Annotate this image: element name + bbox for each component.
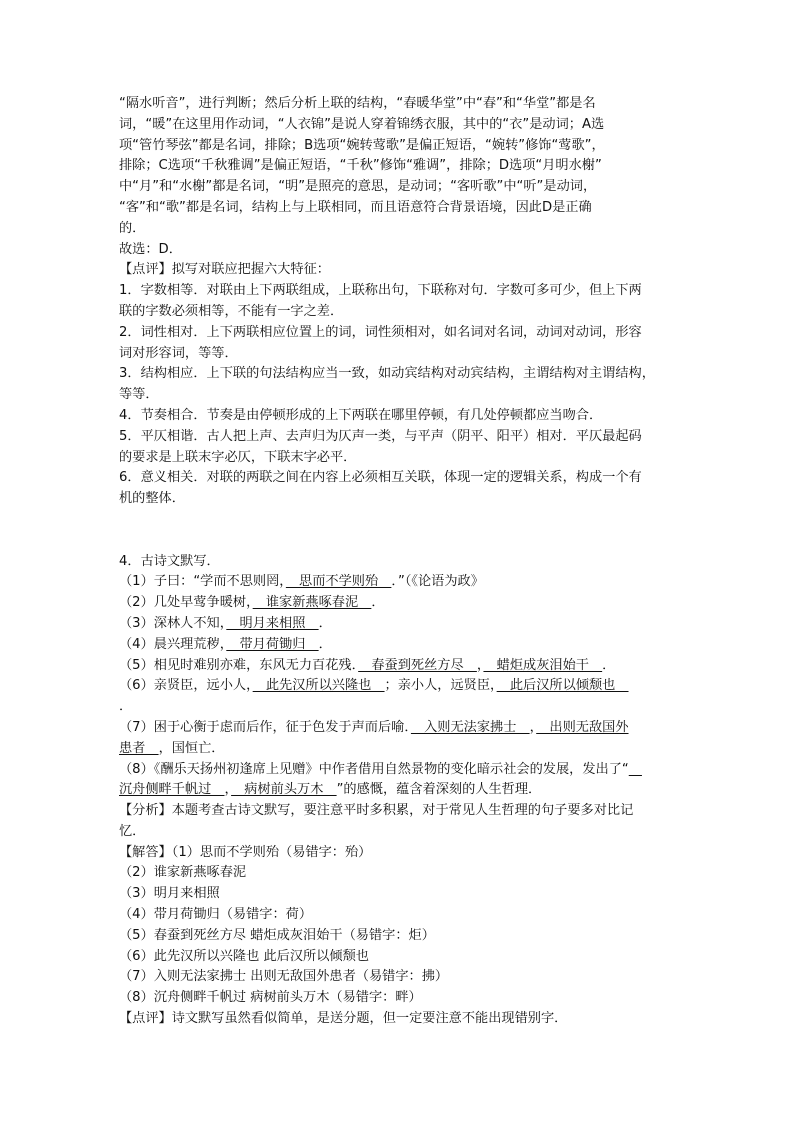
answer-blank: 此先汉所以兴隆也 <box>252 678 385 694</box>
item-text: ， <box>224 782 232 798</box>
text-line: （5）春蚕到死丝方尽 蜡炬成灰泪始干（易错字：炬） <box>119 927 435 943</box>
item-text: ， <box>476 657 484 673</box>
question-item <box>119 614 694 635</box>
item-text: ”的感慨，蕴含着深刻的人生哲理． <box>336 782 542 798</box>
question-item <box>119 760 694 781</box>
question-4-section <box>119 552 694 802</box>
answer-blank: 此后汉所以倾颓也 <box>496 678 629 694</box>
text-line: 忆． <box>119 823 146 839</box>
comment-heading: 【点评】拟写对联应把握六大特征： <box>119 262 330 278</box>
text-line: （7）入则无法家拂士 出则无敌国外患者（易错字：拂） <box>119 969 449 985</box>
text-line: （6）此先汉所以兴隆也 此后汉所以倾颓也 <box>119 948 369 964</box>
item-text: ， <box>529 719 537 735</box>
text-line: 词，“暖”在这里用作动词，“人衣锦”是说人穿着锦绣衣服，其中的“衣”是动词；A选 <box>119 116 605 132</box>
text-line: 6．意义相关．对联的两联之间在内容上必须相互关联，体现一定的逻辑关系，构成一个有 <box>119 470 642 486</box>
text-line: 项“管竹琴弦”都是名词，排除；B选项“婉转莺歌”是偏正短语，“婉转”修饰“莺歌”， <box>119 137 605 153</box>
item-text: （3）深林人不知， <box>119 615 227 631</box>
answer-blank <box>629 762 642 777</box>
question-item <box>119 697 694 718</box>
text-line: 中“月”和“水榭”都是名词，“明”是照亮的意思，是动词；“客听歌”中“听”是动词， <box>119 179 597 195</box>
text-line: 【分析】本题考查古诗文默写，要注意平时多积累，对于常见人生哲理的句子要多对比记 <box>119 803 634 819</box>
text-line: 【解答】（1）思而不学则殆（易错字：殆） <box>119 844 372 860</box>
text-line: 4．节奏相合．节奏是由停顿形成的上下两联在哪里停顿，有几处停顿都应当吻合． <box>119 407 603 423</box>
text-line: 机的整体． <box>119 491 185 507</box>
item-text: ；亲小人，远贤臣， <box>384 678 497 694</box>
item-text: ． <box>602 657 616 673</box>
text-line: 1．字数相等．对联由上下两联组成，上联称出句，下联称对句．字数可多可少，但上下两 <box>119 283 642 299</box>
item-text: （1）子曰：“学而不思则罔， <box>119 574 286 590</box>
text-line: “隔水听音”，进行判断；然后分析上联的结构，“春暖华堂”中“春”和“华堂”都是名 <box>119 96 596 111</box>
text-line: 联的字数必须相等，不能有一字之差． <box>119 303 344 319</box>
answer-blank: 蜡炬成灰泪始干 <box>483 657 603 673</box>
text-line: （3）明月来相照 <box>119 886 220 902</box>
text-line: 3．结构相应．上下联的句法结构应当一致，如动宾结构对动宾结构，主谓结构对主谓结构， <box>119 366 655 382</box>
question-item <box>119 656 694 677</box>
answer-blank: 思而不学则殆 <box>285 574 392 590</box>
question-item <box>119 739 694 760</box>
item-text: ．”（《论语为政》 <box>391 574 484 590</box>
item-text: ，国恒亡． <box>158 740 225 756</box>
text-line: 的． <box>119 220 146 236</box>
text-line: （4）带月荷锄归（易错字：荷） <box>119 907 313 923</box>
answer-section <box>119 843 694 1030</box>
question-item <box>119 572 694 593</box>
spacer <box>119 510 694 531</box>
question-item <box>119 676 694 697</box>
answer-blank: 出则无敌国外 <box>536 719 629 735</box>
text-line: （2）谁家新燕啄春泥 <box>119 865 247 881</box>
text-line: 词对形容词，等等． <box>119 345 238 361</box>
explanation-section <box>119 94 694 510</box>
text-line: （8）沉舟侧畔千帆过 病树前头万木（易错字：畔） <box>119 990 422 1006</box>
comment-line: 【点评】诗文默写虽然看似简单，是送分题，但一定要注意不能出现错别字． <box>119 1011 568 1027</box>
analysis-section <box>119 801 694 843</box>
answer-blank: 春蚕到死丝方尽 <box>358 657 477 673</box>
question-item <box>119 635 694 656</box>
item-text: ． <box>371 595 385 611</box>
item-text: （6）亲贤臣，远小人， <box>119 678 253 694</box>
answer-blank: 带月荷锄归 <box>226 636 319 652</box>
spacer <box>119 531 694 552</box>
question-item <box>119 718 694 739</box>
answer-choice-line: 故选：D． <box>119 241 182 257</box>
item-text: ． <box>318 615 332 631</box>
answer-blank: 患者 <box>119 740 159 756</box>
item-text: （4）晨兴理荒秽， <box>119 636 227 652</box>
text-line: 排除；C选项“千秋雅调”是偏正短语，“千秋”修饰“雅调”，排除；D选项“月明水榭” <box>119 158 602 174</box>
item-text: （5）相见时难别亦难，东风无力百花残． <box>119 657 359 673</box>
question-title: 4．古诗文默写． <box>119 553 220 569</box>
answer-blank: 谁家新燕啄春泥 <box>252 595 372 611</box>
answer-blank: 沉舟侧畔千帆过 <box>119 782 225 798</box>
answer-blank: 入则无法家拂士 <box>410 719 530 735</box>
question-item <box>119 780 694 801</box>
item-text: （7）困于心衡于虑而后作，征于色发于声而后喻． <box>119 719 411 735</box>
answer-blank: 病树前头万木 <box>231 782 337 798</box>
question-item <box>119 593 694 614</box>
text-line: 5．平仄相谐．古人把上声、去声归为仄声一类，与平声（阴平、阳平）相对．平仄最起码 <box>119 428 642 444</box>
answer-blank: 明月来相照 <box>226 615 319 631</box>
item-text: ． <box>119 699 133 715</box>
text-line: 2．词性相对．上下两联相应位置上的词，词性须相对，如名词对名词，动词对动词，形容 <box>119 324 642 340</box>
item-text: ． <box>318 636 332 652</box>
text-line: 的要求是上联末字必仄，下联末字必平． <box>119 449 357 465</box>
item-text: （2）几处早莺争暖树， <box>119 595 253 611</box>
text-line: “客”和“歌”都是名词，结构上与上联相同，而且语意符合背景语境，因此D是正确 <box>119 199 592 215</box>
item-text: （8）《酬乐天扬州初逢席上见赠》中作者借用自然景物的变化暗示社会的发展，发出了“ <box>119 761 629 777</box>
text-line: 等等． <box>119 387 159 403</box>
